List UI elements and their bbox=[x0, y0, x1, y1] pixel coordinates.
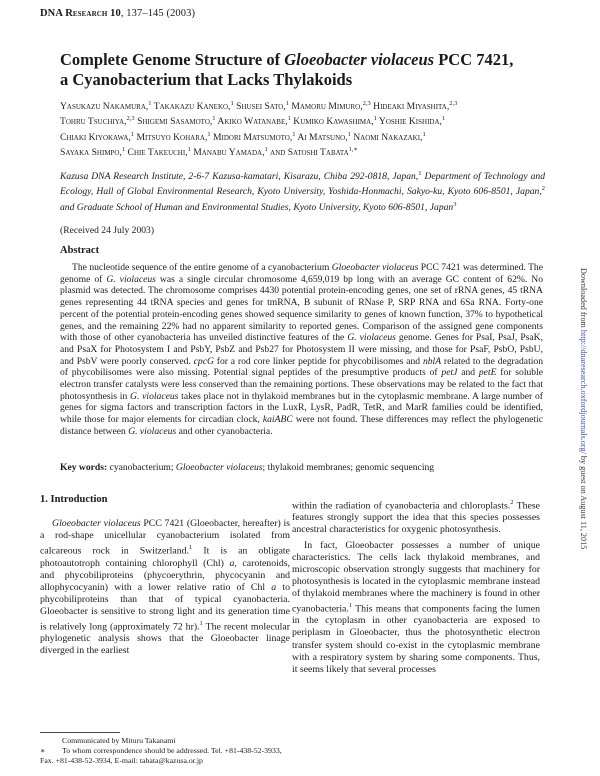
abstract-body bbox=[60, 262, 543, 438]
author: Manabu Yamada, bbox=[193, 147, 265, 159]
author-list bbox=[60, 98, 545, 160]
keywords-text: cyanobacterium; bbox=[107, 462, 176, 473]
author-affil-mark: 1 bbox=[347, 130, 351, 138]
keywords-text: ; thylakoid membranes; genomic sequencing bbox=[262, 462, 435, 473]
author: and Satoshi Tabata bbox=[270, 147, 349, 159]
abstract-text: genome. Genes for PsaI, PsaJ, PsaK, and PsaX for Photosystem I and PsbY, PsbZ and Psb27 for Photosystem II were missing, and those for PsaF, PsbO, PsbU, and PsbV were poorly conserved. bbox=[60, 332, 543, 367]
intro-text: , carotenoids, and phycobiliproteins (phycoerythrin, phycocyanin and allophycocyanin) with a lower relative ratio of Chl bbox=[40, 557, 290, 593]
intro-text: In fact, Gloeobacter possesses a number of unique characteristics. The cells lack thylakoid membranes, and microscopic observation strongly suggests that machinery for photosynthesis is located in the cytoplasmic membrane instead of thylakoid membranes where the machinery is found in other cyanobacteria. bbox=[292, 539, 540, 615]
intro-italic: a bbox=[271, 581, 277, 593]
intro-text: The recent molecular phylogenetic analysis shows that the Gloeobacter linage diverged in the earliest bbox=[40, 621, 290, 657]
author: Yoshie Kishida, bbox=[378, 116, 442, 128]
affiliation-mark: 2 bbox=[541, 185, 545, 193]
author-affil-mark: 1 bbox=[148, 100, 152, 107]
keywords-italic: Gloeobacter violaceus bbox=[175, 462, 263, 473]
abstract-text: was a single circular chromosome 4,659,019 bp long with an average GC content of 62%. No plasmid was detected. The chromosome comprises 4430 potential protein-encoding genes, one set of rRNA genes, 45 tRNA genes representing 44 tRNA species and genes for tmRNA, B subunit of RNase P, SRP RNA and 6Sa RNA. Forty-one percent of the potential protein-encoding genes showed sequence similarity to genes of known function, 37% to hypothetical genes, and the remaining 22% had no apparent similarity to reported genes. Comparison of the assigned gene components with those of other cyanobacteria has unveiled distinctive features of the bbox=[60, 273, 543, 344]
author-affil-mark: 1 bbox=[441, 115, 446, 123]
intro-text: This means that components facing the lumen in the cytoplasm in other cyanobacteria are exposed to periplasm in Gloeobacter, thus the photosynthetic electron transfer system should co-exist in the cytoplasmic membrane with a respiratory system by sharing some components. Thus, it seems likely that several processes bbox=[292, 603, 540, 675]
running-head bbox=[40, 8, 195, 19]
abstract-heading: Abstract bbox=[60, 245, 100, 256]
author-affil-mark: 1 bbox=[187, 146, 191, 154]
author-affil-mark: 1 bbox=[292, 130, 296, 138]
affiliations bbox=[60, 168, 545, 214]
author: Hideaki Miyashita, bbox=[373, 101, 450, 113]
author: Midori Matsumoto, bbox=[212, 131, 293, 143]
author-affil-mark: 1 bbox=[230, 100, 234, 107]
abstract-italic: G. violaceus bbox=[128, 425, 177, 437]
download-suffix: by guest on August 11, 2015 bbox=[579, 453, 588, 550]
author: Ai Matsuno, bbox=[297, 131, 348, 143]
author: Naomi Nakazaki, bbox=[353, 131, 423, 143]
title-line2: a Cyanobacterium that Lacks Thylakoids bbox=[60, 70, 353, 89]
author-affil-mark: 1,∗ bbox=[348, 146, 358, 154]
journal-link[interactable]: http://dnaresearch.oxfordjournals.org/ bbox=[579, 329, 588, 454]
citation-mark: 1 bbox=[348, 602, 353, 610]
intro-left-column bbox=[40, 518, 290, 658]
journal-volume: 10 bbox=[110, 8, 121, 19]
author-affil-mark: 1 bbox=[121, 146, 126, 154]
intro-text: within the radiation of cyanobacteria and chloroplasts. bbox=[292, 500, 511, 512]
abstract-italic: kaiABC bbox=[262, 414, 293, 426]
author-affil-mark: 1 bbox=[212, 115, 216, 123]
affiliation-mark: 1 bbox=[418, 170, 422, 177]
author: Tohru Tsuchiya, bbox=[60, 116, 127, 128]
abstract-italic: cpcG bbox=[193, 355, 214, 367]
author-affil-mark: 1 bbox=[287, 115, 291, 123]
affiliation-mark: 3 bbox=[453, 200, 457, 208]
affiliation-1: Kazusa DNA Research Institute, 2-6-7 Kazusa-kamatari, Kisarazu, Chiba 292-0818, Japan, bbox=[60, 171, 419, 183]
download-watermark bbox=[574, 268, 592, 638]
abstract-italic: petJ bbox=[441, 367, 458, 379]
intro-italic: a bbox=[229, 557, 235, 569]
abstract-italic: G. violaceus bbox=[130, 390, 179, 402]
title-suffix: PCC 7421, bbox=[434, 50, 514, 69]
author-affil-mark: 1 bbox=[130, 130, 135, 138]
abstract-text: The nucleotide sequence of the entire genome of a cyanobacterium bbox=[72, 262, 332, 273]
author: Mitsuyo Kohara, bbox=[136, 131, 208, 143]
author-affil-mark: 2,3 bbox=[362, 100, 371, 107]
abstract-italic: nblA bbox=[422, 355, 442, 367]
author-affil-mark: 1 bbox=[285, 100, 289, 107]
keywords-label: Key words: bbox=[60, 462, 108, 473]
affiliation-2: Department of Technology and Ecology, Hall of Global Environmental Research, Kyoto University, Yoshida-Honmachi, Sakyo-ku, Kyoto 606-8501, Japan, bbox=[60, 171, 545, 198]
author-affil-mark: 1 bbox=[264, 146, 268, 154]
author-affil-mark: 1 bbox=[207, 130, 211, 138]
citation-mark: 1 bbox=[199, 620, 203, 628]
author-affil-mark: 2,3 bbox=[126, 115, 135, 123]
section-heading-introduction: 1. Introduction bbox=[40, 494, 108, 505]
intro-text: These features strongly support the idea that this species possesses ancestral characteristics for oxygenic photosynthesis. bbox=[292, 500, 540, 536]
footnote-mark: ∗ bbox=[40, 746, 46, 755]
abstract-italic: G. violaceus bbox=[106, 273, 156, 285]
abstract-text: for a rod core linker peptide for phycobilisomes and bbox=[213, 355, 423, 367]
intro-text: to phycobiliproteins than that of typical cyanobacteria. Gloeobacter is sensitive to strong light and its generation time is relatively long (approximately 72 hr). bbox=[40, 581, 290, 633]
received-date: (Received 24 July 2003) bbox=[60, 225, 155, 236]
footnote-correspondence bbox=[40, 746, 290, 766]
affiliation-3: and Graduate School of Human and Environmental Studies, Kyoto University, Kyoto 606-8501, Japan bbox=[60, 201, 454, 213]
citation-mark: 1 bbox=[188, 544, 193, 552]
title-species: Gloeobacter violaceus bbox=[284, 50, 435, 69]
abstract-text: and bbox=[457, 367, 479, 379]
abstract-italic: G. violaceus bbox=[347, 332, 396, 344]
abstract-italic: petE bbox=[478, 367, 497, 379]
author: Yasukazu Nakamura, bbox=[60, 101, 149, 113]
intro-paragraph bbox=[292, 540, 540, 676]
abstract-text: related to the degradation of phycobilisomes were also missing. Potential signal peptides of the presumptive products of bbox=[60, 355, 543, 379]
author: Shusei Sato, bbox=[236, 101, 286, 113]
abstract-text: and other cyanobacteria. bbox=[176, 425, 273, 437]
intro-text: PCC 7421 (Gloeobacter, hereafter) is a rod-shape unicellular cyanobacterium isolated from calcareous rock in Switzerland. bbox=[40, 518, 290, 557]
author: Chiaki Kiyokawa, bbox=[60, 131, 131, 143]
abstract-text: PCC 7421 was determined. The genome of bbox=[60, 262, 543, 285]
author-affil-mark: 2,3 bbox=[449, 100, 458, 107]
download-prefix: Downloaded from bbox=[579, 268, 588, 330]
species-italic: Gloeobacter violaceus bbox=[52, 518, 141, 529]
author: Mamoru Mimuro, bbox=[291, 101, 363, 113]
author: Chie Takeuchi, bbox=[127, 147, 188, 159]
abstract-text: were not found. These differences may reflect the phylogenetic distance between bbox=[60, 414, 543, 437]
author-affil-mark: 1 bbox=[373, 115, 377, 123]
abstract-text: for soluble electron transfer catalysts were less conserved than the remaining portions. These observations may be related to the fact that photosynthesis in bbox=[60, 367, 544, 402]
intro-right-column bbox=[292, 497, 540, 676]
author: Sayaka Shimpo, bbox=[60, 147, 122, 159]
keywords bbox=[60, 462, 545, 473]
correspondence-text: To whom correspondence should be addressed. Tel. +81-438-52-3933, Fax. +81-438-52-3934, E-mail: tabata@kazusa.or.jp bbox=[40, 746, 282, 765]
author-affil-mark: 1 bbox=[422, 130, 426, 138]
journal-name: DNA Research bbox=[40, 8, 108, 19]
author: Kumiko Kawashima, bbox=[293, 116, 374, 128]
title-prefix: Complete Genome Structure of bbox=[60, 50, 285, 69]
footnote-communicated: Communicated by Mituru Takanami bbox=[62, 736, 176, 745]
author: Akiko Watanabe, bbox=[217, 116, 288, 128]
abstract-italic: Gloeobacter violaceus bbox=[331, 262, 419, 273]
author: Shigemi Sasamoto, bbox=[137, 116, 213, 128]
journal-pages-year: , 137–145 (2003) bbox=[120, 8, 196, 19]
author: Takakazu Kaneko, bbox=[153, 101, 231, 113]
intro-paragraph bbox=[292, 497, 540, 537]
citation-mark: 2 bbox=[510, 499, 514, 506]
intro-text: It is an obligate photoautotroph containing chlorophyll (Chl) bbox=[40, 545, 290, 569]
paper-title bbox=[60, 50, 540, 90]
footnote-rule bbox=[40, 732, 120, 733]
abstract-text: takes place not in thylakoid membranes but in the cytoplasmic membrane. A large number of genes for sigma factors and transcription factors in the LuxR, LysR, PadR, TetR, and MarR families could be identified, while those for major elements for circadian clock, bbox=[60, 390, 543, 426]
